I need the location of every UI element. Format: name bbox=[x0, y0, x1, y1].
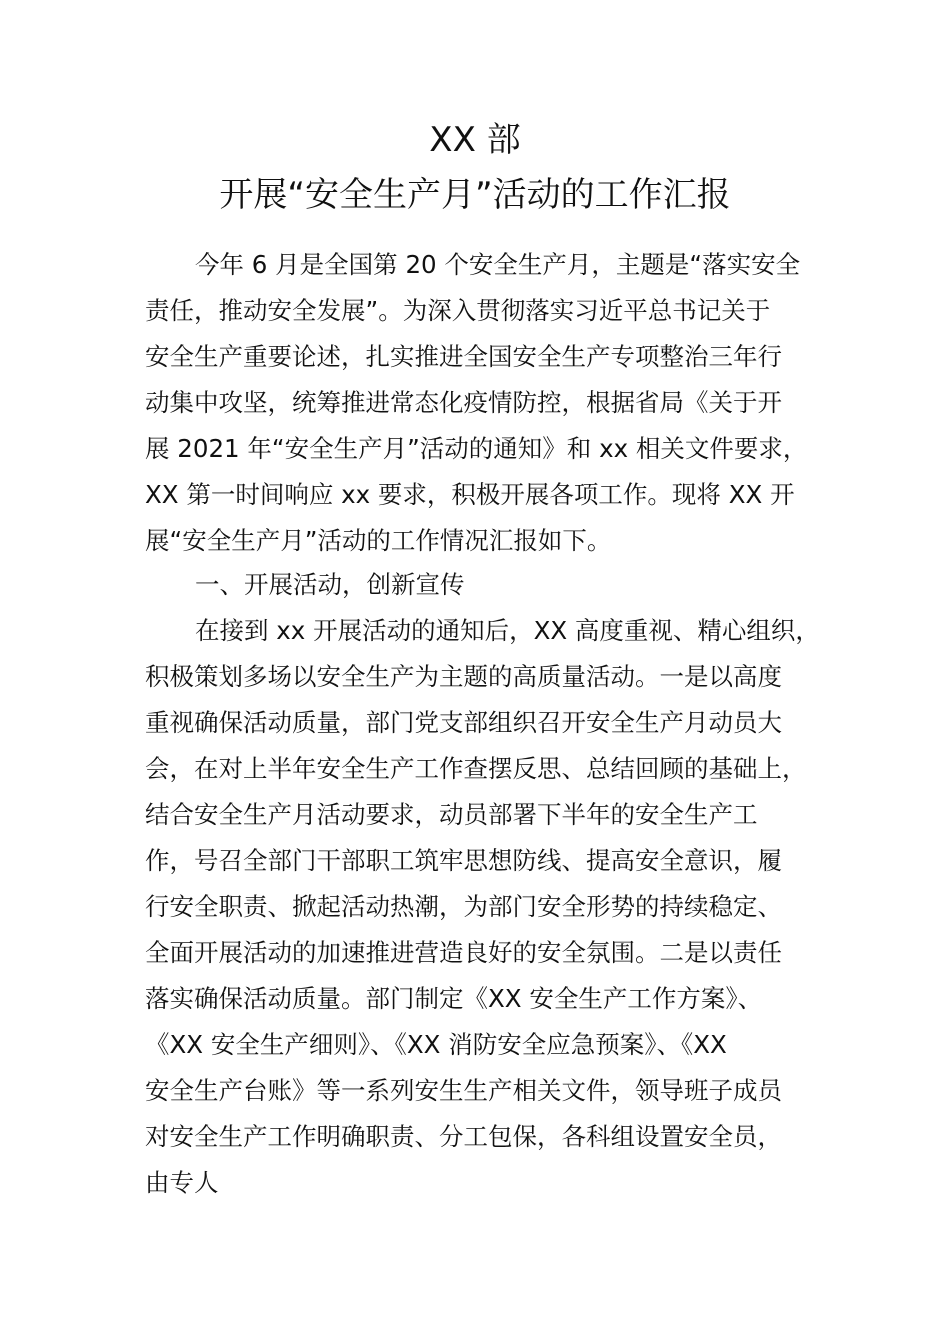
section-heading-1: 一、开展活动，创新宣传 bbox=[195, 570, 465, 599]
paragraph-intro-line-4: 动集中攻坚，统筹推进常态化疫情防控，根据省局《关于开 bbox=[145, 388, 782, 417]
paragraph-section1-line-7: 行安全职责、掀起活动热潮，为部门安全形势的持续稳定、 bbox=[145, 892, 782, 921]
paragraph-section1-line-12: 对安全生产工作明确职责、分工包保，各科组设置安全员， bbox=[145, 1122, 782, 1151]
document-title-department: XX 部 bbox=[429, 120, 521, 160]
paragraph-section1-line-6: 作，号召全部门干部职工筑牢思想防线、提高安全意识，履 bbox=[145, 846, 782, 875]
paragraph-section1-line-4: 会，在对上半年安全生产工作查摆反思、总结回顾的基础上， bbox=[145, 754, 807, 783]
paragraph-section1-line-3: 重视确保活动质量，部门党支部组织召开安全生产月动员大 bbox=[145, 708, 782, 737]
paragraph-section1-line-11: 安全生产台账》等一系列安生生产相关文件，领导班子成员 bbox=[145, 1076, 782, 1105]
paragraph-intro-line-1: 今年 6 月是全国第 20 个安全生产月，主题是“落实安全 bbox=[195, 250, 801, 279]
paragraph-section1-line-8: 全面开展活动的加速推进营造良好的安全氛围。二是以责任 bbox=[145, 938, 782, 967]
paragraph-section1-line-10: 《XX 安全生产细则》、《XX 消防安全应急预案》、《XX bbox=[145, 1030, 727, 1059]
paragraph-section1-line-9: 落实确保活动质量。部门制定《XX 安全生产工作方案》、 bbox=[145, 984, 763, 1013]
paragraph-section1-line-1: 在接到 xx 开展活动的通知后，XX 高度重视、精心组织， bbox=[195, 616, 820, 645]
paragraph-section1-line-13: 由专人 bbox=[145, 1168, 219, 1197]
paragraph-section1-line-5: 结合安全生产月活动要求，动员部署下半年的安全生产工 bbox=[145, 800, 758, 829]
paragraph-intro-line-2: 责任，推动安全发展”。为深入贯彻落实习近平总书记关于 bbox=[145, 296, 771, 325]
document-title-report: 开展“安全生产月”活动的工作汇报 bbox=[219, 175, 731, 215]
paragraph-intro-line-7: 展“安全生产月”活动的工作情况汇报如下。 bbox=[145, 526, 612, 555]
paragraph-intro-line-6: XX 第一时间响应 xx 要求，积极开展各项工作。现将 XX 开 bbox=[145, 480, 795, 509]
paragraph-intro-line-5: 展 2021 年“安全生产月”活动的通知》和 xx 相关文件要求， bbox=[145, 434, 808, 463]
paragraph-section1-line-2: 积极策划多场以安全生产为主题的高质量活动。一是以高度 bbox=[145, 662, 782, 691]
paragraph-intro-line-3: 安全生产重要论述，扎实推进全国安全生产专项整治三年行 bbox=[145, 342, 782, 371]
